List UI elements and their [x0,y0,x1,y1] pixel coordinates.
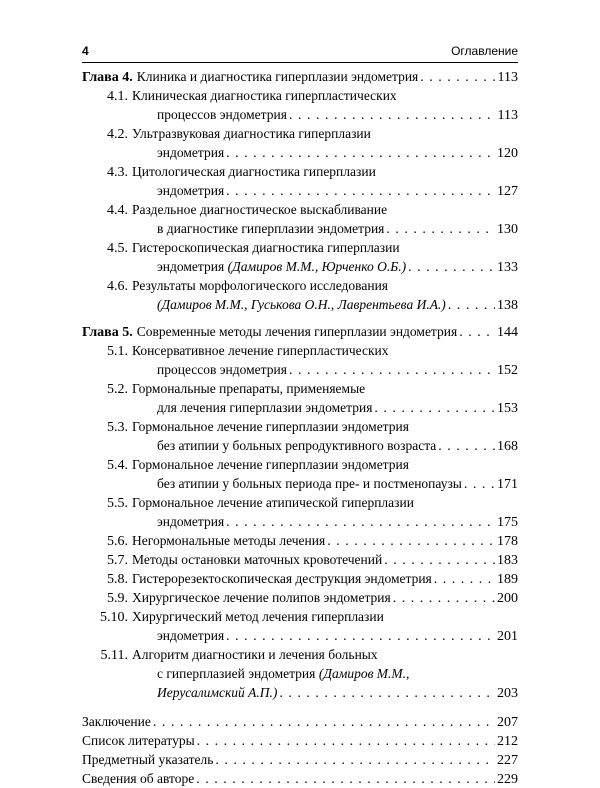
page-ref: 171 [497,477,518,492]
toc-item-5-9[interactable] [82,588,518,607]
page-ref: 152 [497,363,518,378]
item-number: 5.1. [107,344,128,359]
item-title: Список литературы [82,733,195,748]
toc-about-author[interactable] [82,769,518,788]
leader-dots [327,532,495,550]
running-section-title: Оглавление [451,44,518,58]
toc-item-4-2[interactable] [82,124,518,143]
item-authors: (Дамиров М.М., [318,666,410,681]
leader-dots [464,475,495,493]
leader-dots [438,437,495,455]
item-title-cont: эндометрия [157,259,225,274]
toc-item-4-4[interactable] [82,200,518,219]
page-ref: 212 [497,734,518,749]
toc-item-5-11-cont[interactable] [82,664,518,683]
page-ref: 203 [497,686,518,701]
toc-item-5-6[interactable] [82,531,518,550]
item-title-cont: процессов эндометрия [157,362,287,377]
page-ref: 120 [497,146,518,161]
toc-item-4-5[interactable] [82,238,518,257]
leader-dots [289,361,495,379]
item-number: 5.9. [107,591,128,606]
item-number: 5.10. [100,610,128,625]
item-title: Алгоритм диагностики и лечения больных [132,647,378,662]
leader-dots [459,323,495,341]
toc-chapter-5[interactable] [82,322,518,341]
item-title: Методы остановки маточных кровотечений [132,552,383,567]
item-title-cont: эндометрия [157,183,225,198]
leader-dots [226,513,495,531]
item-title-cont: процессов эндометрия [157,107,287,122]
leader-dots [386,220,495,238]
item-number: 4.1. [107,89,128,104]
toc-item-4-6-cont[interactable] [82,295,518,314]
page-ref: 113 [497,108,518,123]
item-number: 5.2. [107,382,128,397]
leader-dots [384,551,495,569]
page-ref: 200 [497,591,518,606]
page-ref: 113 [497,70,518,85]
item-title: Раздельное диагностическое выскабливание [132,202,388,217]
item-title-cont: без атипии у больных периода пре- и постменопаузы [157,476,462,491]
item-title: Результаты морфологического исследования [132,278,389,293]
toc-item-5-5[interactable] [82,493,518,512]
item-number: 5.11. [100,648,128,663]
item-title-cont: для лечения гиперплазии эндометрия [157,400,373,415]
toc-item-5-1[interactable] [82,341,518,360]
page-ref: 133 [497,260,518,275]
toc-item-5-11-cont2[interactable] [82,683,518,702]
toc-item-4-4-cont[interactable] [82,219,518,238]
item-title-cont: в диагностике гиперплазии эндометрия [157,221,385,236]
item-authors: (Дамиров М.М., Гуськова О.Н., Лаврентьева И.А.) [157,297,446,312]
running-header [82,44,518,63]
leader-dots [374,399,495,417]
leader-dots [153,713,495,731]
toc-conclusion[interactable] [82,712,518,731]
page-ref: 138 [497,298,518,313]
leader-dots [226,182,495,200]
page-ref: 189 [497,572,518,587]
item-authors: (Дамиров М.М., Юрченко О.Б.) [227,259,407,274]
page-ref: 201 [497,629,518,644]
item-number: 5.6. [107,534,128,549]
toc-references[interactable] [82,731,518,750]
item-title-cont: без атипии у больных репродуктивного возраста [157,438,437,453]
leader-dots [289,106,496,124]
item-title: Гистерорезектоскопическая деструкция эндометрия [132,571,432,586]
item-title: Гормональное лечение атипической гиперплазии [132,495,414,510]
item-number: 4.2. [107,127,128,142]
page-ref: 168 [497,439,518,454]
toc-item-5-5-cont[interactable] [82,512,518,531]
leader-dots [434,570,495,588]
toc-item-4-1-cont[interactable] [82,105,518,124]
item-title: Сведения об авторе [82,771,195,786]
leader-dots [279,684,495,702]
item-title: Хирургическое лечение полипов эндометрия [132,590,391,605]
page-ref: 127 [497,184,518,199]
toc-item-5-3-cont[interactable] [82,436,518,455]
item-title: Цитологическая диагностика гиперплазии [132,164,376,179]
item-title: Гистероскопическая диагностика гиперплазии [132,240,400,255]
item-title: Гормональные препараты, применяемые [132,381,366,396]
item-title: Заключение [82,714,151,729]
leader-dots [197,732,495,750]
toc-item-5-2[interactable] [82,379,518,398]
item-title: Предметный указатель [82,752,214,767]
toc-chapter-4[interactable] [82,67,518,86]
item-title: Хирургический метод лечения гиперплазии [132,609,384,624]
item-title: Консервативное лечение гиперпластических [132,343,389,358]
spacer [82,702,518,712]
item-number: 5.4. [107,458,128,473]
toc-item-5-8[interactable] [82,569,518,588]
toc-item-5-7[interactable] [82,550,518,569]
page-ref: 229 [497,772,518,787]
toc-item-5-2-cont[interactable] [82,398,518,417]
page-ref: 227 [497,753,518,768]
item-number: 4.3. [107,165,128,180]
spacer [82,314,518,322]
leader-dots [215,751,495,769]
page-ref: 153 [497,401,518,416]
toc-item-4-3[interactable] [82,162,518,181]
chapter-title: Клиника и диагностика гиперплазии эндометрия [136,69,419,84]
toc-item-5-11[interactable] [82,645,518,664]
item-title-cont: эндометрия [157,628,225,643]
page-ref: 175 [497,515,518,530]
toc-item-4-1[interactable] [82,86,518,105]
page-ref: 178 [497,534,518,549]
leader-dots [420,68,495,86]
toc-item-5-1-cont[interactable] [82,360,518,379]
item-title: Клиническая диагностика гиперпластических [132,88,397,103]
leader-dots [448,296,495,314]
toc-subject-index[interactable] [82,750,518,769]
page-number: 4 [82,44,89,58]
toc-item-5-4[interactable] [82,455,518,474]
leader-dots [226,627,495,645]
leader-dots [408,258,495,276]
page-ref: 130 [497,222,518,237]
chapter-label: Глава 5. [82,325,133,340]
page-ref: 207 [497,715,518,730]
toc-item-4-3-cont[interactable] [82,181,518,200]
item-number: 5.5. [107,496,128,511]
item-number: 4.4. [107,203,128,218]
leader-dots [393,589,495,607]
leader-dots [196,770,495,788]
item-number: 5.8. [107,572,128,587]
item-number: 5.3. [107,420,128,435]
chapter-title: Современные методы лечения гиперплазии эндометрия [136,324,458,339]
toc-item-5-10-cont[interactable] [82,626,518,645]
item-number: 4.5. [107,241,128,256]
toc-item-4-2-cont[interactable] [82,143,518,162]
item-title-cont: эндометрия [157,514,225,529]
table-of-contents [82,67,518,788]
item-authors: Иерусалимский А.П.) [157,685,278,700]
toc-item-5-3[interactable] [82,417,518,436]
leader-dots [226,144,495,162]
item-number: 4.6. [107,279,128,294]
chapter-label: Глава 4. [82,70,133,85]
item-title: Негормональные методы лечения [132,533,326,548]
item-number: 5.7. [107,553,128,568]
item-title-cont: эндометрия [157,145,225,160]
toc-item-4-6[interactable] [82,276,518,295]
item-title: Гормональное лечение гиперплазии эндометрия [132,457,409,472]
toc-item-4-5-cont[interactable] [82,257,518,276]
page-ref: 144 [497,325,518,340]
item-title-cont: с гиперплазией эндометрия [157,666,316,681]
item-title: Гормональное лечение гиперплазии эндометрия [132,419,409,434]
toc-item-5-10[interactable] [82,607,518,626]
toc-item-5-4-cont[interactable] [82,474,518,493]
item-title: Ультразвуковая диагностика гиперплазии [132,126,371,141]
page-ref: 183 [497,553,518,568]
